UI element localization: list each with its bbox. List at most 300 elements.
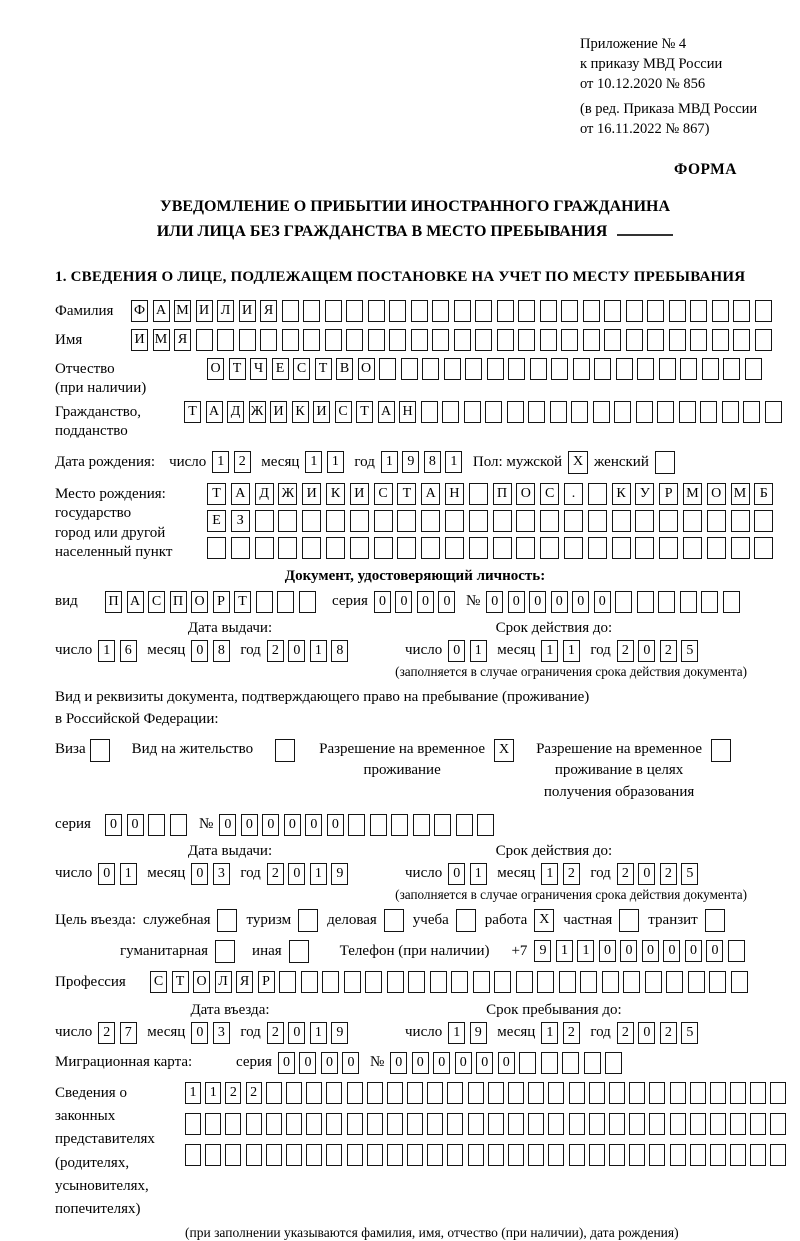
char-cell[interactable]	[508, 1082, 524, 1104]
char-cell[interactable]: 0	[508, 591, 525, 613]
char-cell[interactable]	[421, 537, 440, 559]
char-cell[interactable]	[485, 401, 502, 423]
char-cell[interactable]: Б	[754, 483, 773, 505]
char-cell[interactable]	[743, 401, 760, 423]
char-cell[interactable]	[170, 814, 187, 836]
char-cell[interactable]: 9	[331, 1022, 348, 1044]
char-cell[interactable]: 2	[267, 640, 284, 662]
char-cell[interactable]: 0	[663, 940, 680, 962]
char-cell[interactable]	[411, 300, 428, 322]
char-cell[interactable]	[707, 537, 726, 559]
char-cell[interactable]: 0	[288, 1022, 305, 1044]
char-cell[interactable]	[605, 1052, 622, 1074]
char-cell[interactable]: 0	[599, 940, 616, 962]
char-cell[interactable]: Т	[397, 483, 416, 505]
char-cell[interactable]: 9	[331, 863, 348, 885]
char-cell[interactable]	[636, 401, 653, 423]
char-cell[interactable]: 1	[120, 863, 137, 885]
char-cell[interactable]	[442, 401, 459, 423]
char-cell[interactable]: Д	[255, 483, 274, 505]
char-cell[interactable]: 0	[321, 1052, 338, 1074]
char-cell[interactable]	[750, 1113, 766, 1135]
char-cell[interactable]: 2	[234, 451, 251, 473]
char-cell[interactable]	[207, 537, 226, 559]
char-cell[interactable]: 0	[529, 591, 546, 613]
char-cell[interactable]	[623, 971, 640, 993]
char-cell[interactable]	[456, 909, 476, 932]
char-cell[interactable]	[368, 329, 385, 351]
char-cell[interactable]: 0	[278, 1052, 295, 1074]
char-cell[interactable]	[451, 971, 468, 993]
char-cell[interactable]: А	[421, 483, 440, 505]
char-cell[interactable]: 2	[246, 1082, 262, 1104]
char-cell[interactable]	[711, 739, 731, 762]
char-cell[interactable]: Л	[215, 971, 232, 993]
char-cell[interactable]	[434, 814, 451, 836]
char-cell[interactable]: 2	[660, 1022, 677, 1044]
char-cell[interactable]	[487, 358, 504, 380]
char-cell[interactable]	[282, 329, 299, 351]
char-cell[interactable]	[659, 510, 678, 532]
char-cell[interactable]: 0	[342, 1052, 359, 1074]
char-cell[interactable]	[658, 591, 675, 613]
char-cell[interactable]: 8	[331, 640, 348, 662]
char-cell[interactable]: Т	[315, 358, 332, 380]
char-cell[interactable]: 1	[556, 940, 573, 962]
char-cell[interactable]	[421, 401, 438, 423]
char-cell[interactable]	[255, 510, 274, 532]
char-cell[interactable]: О	[191, 591, 208, 613]
char-cell[interactable]	[528, 1082, 544, 1104]
char-cell[interactable]: 8	[213, 640, 230, 662]
char-cell[interactable]	[680, 591, 697, 613]
char-cell[interactable]	[413, 814, 430, 836]
char-cell[interactable]: П	[493, 483, 512, 505]
char-cell[interactable]	[507, 401, 524, 423]
char-cell[interactable]	[266, 1082, 282, 1104]
char-cell[interactable]	[469, 483, 488, 505]
char-cell[interactable]	[594, 358, 611, 380]
char-cell[interactable]	[690, 300, 707, 322]
char-cell[interactable]	[391, 814, 408, 836]
char-cell[interactable]: О	[516, 483, 535, 505]
char-cell[interactable]	[723, 591, 740, 613]
char-cell[interactable]: 0	[191, 1022, 208, 1044]
char-cell[interactable]	[551, 358, 568, 380]
char-cell[interactable]: 0	[706, 940, 723, 962]
char-cell[interactable]	[559, 971, 576, 993]
char-cell[interactable]: 0	[262, 814, 279, 836]
char-cell[interactable]	[584, 1052, 601, 1074]
char-cell[interactable]	[516, 537, 535, 559]
char-cell[interactable]: 5	[681, 1022, 698, 1044]
char-cell[interactable]	[231, 537, 250, 559]
char-cell[interactable]	[508, 1113, 524, 1135]
char-cell[interactable]	[469, 537, 488, 559]
char-cell[interactable]	[540, 510, 559, 532]
char-cell[interactable]	[205, 1113, 221, 1135]
char-cell[interactable]	[275, 739, 295, 762]
char-cell[interactable]: Т	[207, 483, 226, 505]
char-cell[interactable]	[659, 537, 678, 559]
char-cell[interactable]: И	[239, 300, 256, 322]
char-cell[interactable]	[445, 537, 464, 559]
char-cell[interactable]: Р	[659, 483, 678, 505]
char-cell[interactable]: 1	[563, 640, 580, 662]
char-cell[interactable]: 0	[476, 1052, 493, 1074]
char-cell[interactable]: 1	[448, 1022, 465, 1044]
char-cell[interactable]: Я	[174, 329, 191, 351]
char-cell[interactable]: 0	[105, 814, 122, 836]
char-cell[interactable]: 1	[541, 1022, 558, 1044]
char-cell[interactable]	[518, 329, 535, 351]
char-cell[interactable]: Е	[272, 358, 289, 380]
char-cell[interactable]	[306, 1113, 322, 1135]
char-cell[interactable]	[626, 329, 643, 351]
char-cell[interactable]: 5	[681, 640, 698, 662]
char-cell[interactable]: К	[326, 483, 345, 505]
char-cell[interactable]	[728, 940, 745, 962]
char-cell[interactable]: 9	[534, 940, 551, 962]
char-cell[interactable]	[379, 358, 396, 380]
char-cell[interactable]	[614, 401, 631, 423]
char-cell[interactable]	[712, 329, 729, 351]
char-cell[interactable]	[670, 1082, 686, 1104]
char-cell[interactable]: 0	[638, 640, 655, 662]
char-cell[interactable]	[239, 329, 256, 351]
char-cell[interactable]	[722, 401, 739, 423]
char-cell[interactable]	[637, 591, 654, 613]
char-cell[interactable]	[765, 401, 782, 423]
char-cell[interactable]	[427, 1082, 443, 1104]
char-cell[interactable]	[475, 300, 492, 322]
char-cell[interactable]: 0	[448, 863, 465, 885]
char-cell[interactable]	[464, 401, 481, 423]
char-cell[interactable]	[302, 510, 321, 532]
char-cell[interactable]: 0	[685, 940, 702, 962]
char-cell[interactable]	[655, 451, 675, 474]
char-cell[interactable]	[468, 1082, 484, 1104]
char-cell[interactable]	[569, 1082, 585, 1104]
char-cell[interactable]: О	[207, 358, 224, 380]
char-cell[interactable]: К	[292, 401, 309, 423]
char-cell[interactable]	[456, 814, 473, 836]
char-cell[interactable]	[635, 510, 654, 532]
char-cell[interactable]: И	[313, 401, 330, 423]
char-cell[interactable]	[659, 358, 676, 380]
char-cell[interactable]: 0	[219, 814, 236, 836]
char-cell[interactable]	[475, 329, 492, 351]
char-cell[interactable]	[368, 300, 385, 322]
char-cell[interactable]: К	[612, 483, 631, 505]
char-cell[interactable]: А	[153, 300, 170, 322]
char-cell[interactable]: И	[270, 401, 287, 423]
char-cell[interactable]	[444, 358, 461, 380]
char-cell[interactable]	[516, 971, 533, 993]
char-cell[interactable]	[215, 940, 235, 963]
char-cell[interactable]: Л	[217, 300, 234, 322]
char-cell[interactable]	[731, 537, 750, 559]
char-cell[interactable]	[518, 300, 535, 322]
char-cell[interactable]	[710, 1082, 726, 1104]
char-cell[interactable]: М	[174, 300, 191, 322]
char-cell[interactable]: 0	[417, 591, 434, 613]
char-cell[interactable]	[669, 300, 686, 322]
char-cell[interactable]: 1	[541, 640, 558, 662]
char-cell[interactable]	[397, 510, 416, 532]
char-cell[interactable]	[326, 1082, 342, 1104]
char-cell[interactable]	[745, 358, 762, 380]
char-cell[interactable]: П	[170, 591, 187, 613]
char-cell[interactable]: И	[350, 483, 369, 505]
char-cell[interactable]	[277, 591, 294, 613]
char-cell[interactable]: Ч	[250, 358, 267, 380]
char-cell[interactable]	[185, 1113, 201, 1135]
char-cell[interactable]	[346, 329, 363, 351]
char-cell[interactable]: М	[683, 483, 702, 505]
char-cell[interactable]	[468, 1113, 484, 1135]
char-cell[interactable]	[649, 1113, 665, 1135]
char-cell[interactable]	[217, 329, 234, 351]
char-cell[interactable]	[401, 358, 418, 380]
char-cell[interactable]: X	[534, 909, 554, 932]
char-cell[interactable]	[389, 329, 406, 351]
char-cell[interactable]	[730, 1113, 746, 1135]
char-cell[interactable]	[540, 537, 559, 559]
char-cell[interactable]: 2	[563, 863, 580, 885]
char-cell[interactable]: 0	[498, 1052, 515, 1074]
char-cell[interactable]: 2	[660, 863, 677, 885]
char-cell[interactable]	[432, 329, 449, 351]
char-cell[interactable]: С	[293, 358, 310, 380]
char-cell[interactable]	[690, 1082, 706, 1104]
char-cell[interactable]: 1	[541, 863, 558, 885]
char-cell[interactable]	[635, 537, 654, 559]
char-cell[interactable]: О	[193, 971, 210, 993]
char-cell[interactable]: В	[336, 358, 353, 380]
char-cell[interactable]: 1	[305, 451, 322, 473]
char-cell[interactable]	[649, 1082, 665, 1104]
char-cell[interactable]: 2	[267, 863, 284, 885]
char-cell[interactable]	[541, 1052, 558, 1074]
char-cell[interactable]	[407, 1082, 423, 1104]
char-cell[interactable]: 0	[572, 591, 589, 613]
char-cell[interactable]	[615, 591, 632, 613]
char-cell[interactable]	[430, 971, 447, 993]
char-cell[interactable]: 0	[305, 814, 322, 836]
char-cell[interactable]: 3	[213, 863, 230, 885]
char-cell[interactable]	[604, 300, 621, 322]
char-cell[interactable]: Р	[213, 591, 230, 613]
char-cell[interactable]	[493, 537, 512, 559]
char-cell[interactable]	[365, 971, 382, 993]
char-cell[interactable]	[488, 1082, 504, 1104]
char-cell[interactable]	[750, 1082, 766, 1104]
char-cell[interactable]	[626, 300, 643, 322]
char-cell[interactable]: 8	[424, 451, 441, 473]
char-cell[interactable]	[564, 537, 583, 559]
char-cell[interactable]: П	[105, 591, 122, 613]
char-cell[interactable]	[540, 300, 557, 322]
char-cell[interactable]	[278, 510, 297, 532]
char-cell[interactable]: 0	[288, 640, 305, 662]
char-cell[interactable]: Ф	[131, 300, 148, 322]
char-cell[interactable]: 0	[642, 940, 659, 962]
char-cell[interactable]	[344, 971, 361, 993]
char-cell[interactable]	[712, 300, 729, 322]
char-cell[interactable]	[298, 909, 318, 932]
char-cell[interactable]	[770, 1113, 786, 1135]
char-cell[interactable]	[755, 300, 772, 322]
char-cell[interactable]	[387, 1113, 403, 1135]
char-cell[interactable]: И	[131, 329, 148, 351]
char-cell[interactable]	[670, 1113, 686, 1135]
char-cell[interactable]	[301, 971, 318, 993]
char-cell[interactable]: Я	[260, 300, 277, 322]
char-cell[interactable]	[683, 510, 702, 532]
char-cell[interactable]	[561, 329, 578, 351]
char-cell[interactable]	[612, 537, 631, 559]
char-cell[interactable]: 0	[551, 591, 568, 613]
char-cell[interactable]	[432, 300, 449, 322]
char-cell[interactable]	[588, 537, 607, 559]
char-cell[interactable]: 1	[310, 863, 327, 885]
char-cell[interactable]	[701, 591, 718, 613]
char-cell[interactable]	[754, 537, 773, 559]
char-cell[interactable]	[537, 971, 554, 993]
char-cell[interactable]: 1	[381, 451, 398, 473]
char-cell[interactable]	[255, 537, 274, 559]
char-cell[interactable]	[508, 358, 525, 380]
char-cell[interactable]	[637, 358, 654, 380]
char-cell[interactable]	[548, 1113, 564, 1135]
char-cell[interactable]	[196, 329, 213, 351]
char-cell[interactable]	[411, 329, 428, 351]
char-cell[interactable]	[573, 358, 590, 380]
char-cell[interactable]	[679, 401, 696, 423]
char-cell[interactable]	[733, 329, 750, 351]
char-cell[interactable]	[454, 329, 471, 351]
char-cell[interactable]	[602, 971, 619, 993]
char-cell[interactable]	[609, 1082, 625, 1104]
char-cell[interactable]	[683, 537, 702, 559]
char-cell[interactable]: З	[231, 510, 250, 532]
char-cell[interactable]	[447, 1113, 463, 1135]
char-cell[interactable]: 3	[213, 1022, 230, 1044]
char-cell[interactable]: Т	[184, 401, 201, 423]
char-cell[interactable]	[589, 1082, 605, 1104]
char-cell[interactable]: 1	[327, 451, 344, 473]
char-cell[interactable]	[528, 401, 545, 423]
char-cell[interactable]: 1	[310, 640, 327, 662]
char-cell[interactable]	[731, 510, 750, 532]
char-cell[interactable]	[647, 329, 664, 351]
char-cell[interactable]: 1	[185, 1082, 201, 1104]
char-cell[interactable]	[564, 510, 583, 532]
char-cell[interactable]	[731, 971, 748, 993]
char-cell[interactable]	[540, 329, 557, 351]
char-cell[interactable]	[705, 909, 725, 932]
char-cell[interactable]	[279, 971, 296, 993]
char-cell[interactable]: 0	[327, 814, 344, 836]
char-cell[interactable]	[589, 1113, 605, 1135]
char-cell[interactable]: Я	[236, 971, 253, 993]
char-cell[interactable]	[217, 909, 237, 932]
char-cell[interactable]: 0	[288, 863, 305, 885]
char-cell[interactable]	[629, 1082, 645, 1104]
char-cell[interactable]: Н	[399, 401, 416, 423]
char-cell[interactable]	[289, 940, 309, 963]
char-cell[interactable]: И	[302, 483, 321, 505]
char-cell[interactable]: С	[540, 483, 559, 505]
char-cell[interactable]	[421, 510, 440, 532]
char-cell[interactable]	[588, 510, 607, 532]
char-cell[interactable]	[469, 510, 488, 532]
char-cell[interactable]: Ж	[278, 483, 297, 505]
char-cell[interactable]: 0	[241, 814, 258, 836]
char-cell[interactable]	[387, 1082, 403, 1104]
char-cell[interactable]: 9	[402, 451, 419, 473]
char-cell[interactable]	[707, 510, 726, 532]
char-cell[interactable]	[286, 1113, 302, 1135]
char-cell[interactable]	[657, 401, 674, 423]
char-cell[interactable]	[690, 1113, 706, 1135]
char-cell[interactable]	[256, 591, 273, 613]
char-cell[interactable]	[348, 814, 365, 836]
char-cell[interactable]: 2	[617, 640, 634, 662]
char-cell[interactable]: 0	[374, 591, 391, 613]
char-cell[interactable]	[580, 971, 597, 993]
char-cell[interactable]	[723, 358, 740, 380]
char-cell[interactable]: А	[206, 401, 223, 423]
char-cell[interactable]	[266, 1113, 282, 1135]
char-cell[interactable]	[322, 971, 339, 993]
char-cell[interactable]	[447, 1082, 463, 1104]
char-cell[interactable]: .	[564, 483, 583, 505]
char-cell[interactable]	[303, 329, 320, 351]
char-cell[interactable]: 7	[120, 1022, 137, 1044]
char-cell[interactable]: 1	[470, 863, 487, 885]
char-cell[interactable]: 0	[390, 1052, 407, 1074]
char-cell[interactable]: Т	[172, 971, 189, 993]
char-cell[interactable]: 0	[448, 640, 465, 662]
char-cell[interactable]: X	[494, 739, 514, 762]
char-cell[interactable]: С	[335, 401, 352, 423]
char-cell[interactable]	[367, 1082, 383, 1104]
char-cell[interactable]: 0	[486, 591, 503, 613]
char-cell[interactable]	[148, 814, 165, 836]
char-cell[interactable]: 2	[617, 863, 634, 885]
char-cell[interactable]: Ж	[249, 401, 266, 423]
char-cell[interactable]: 0	[638, 863, 655, 885]
char-cell[interactable]: 0	[433, 1052, 450, 1074]
char-cell[interactable]	[303, 300, 320, 322]
char-cell[interactable]: О	[707, 483, 726, 505]
char-cell[interactable]: 2	[660, 640, 677, 662]
char-cell[interactable]	[755, 329, 772, 351]
char-cell[interactable]	[347, 1082, 363, 1104]
char-cell[interactable]: 2	[267, 1022, 284, 1044]
char-cell[interactable]: 0	[127, 814, 144, 836]
char-cell[interactable]: Д	[227, 401, 244, 423]
char-cell[interactable]: 1	[445, 451, 462, 473]
char-cell[interactable]	[497, 300, 514, 322]
char-cell[interactable]: 6	[120, 640, 137, 662]
char-cell[interactable]	[702, 358, 719, 380]
char-cell[interactable]: 0	[98, 863, 115, 885]
char-cell[interactable]: 9	[470, 1022, 487, 1044]
char-cell[interactable]	[350, 537, 369, 559]
